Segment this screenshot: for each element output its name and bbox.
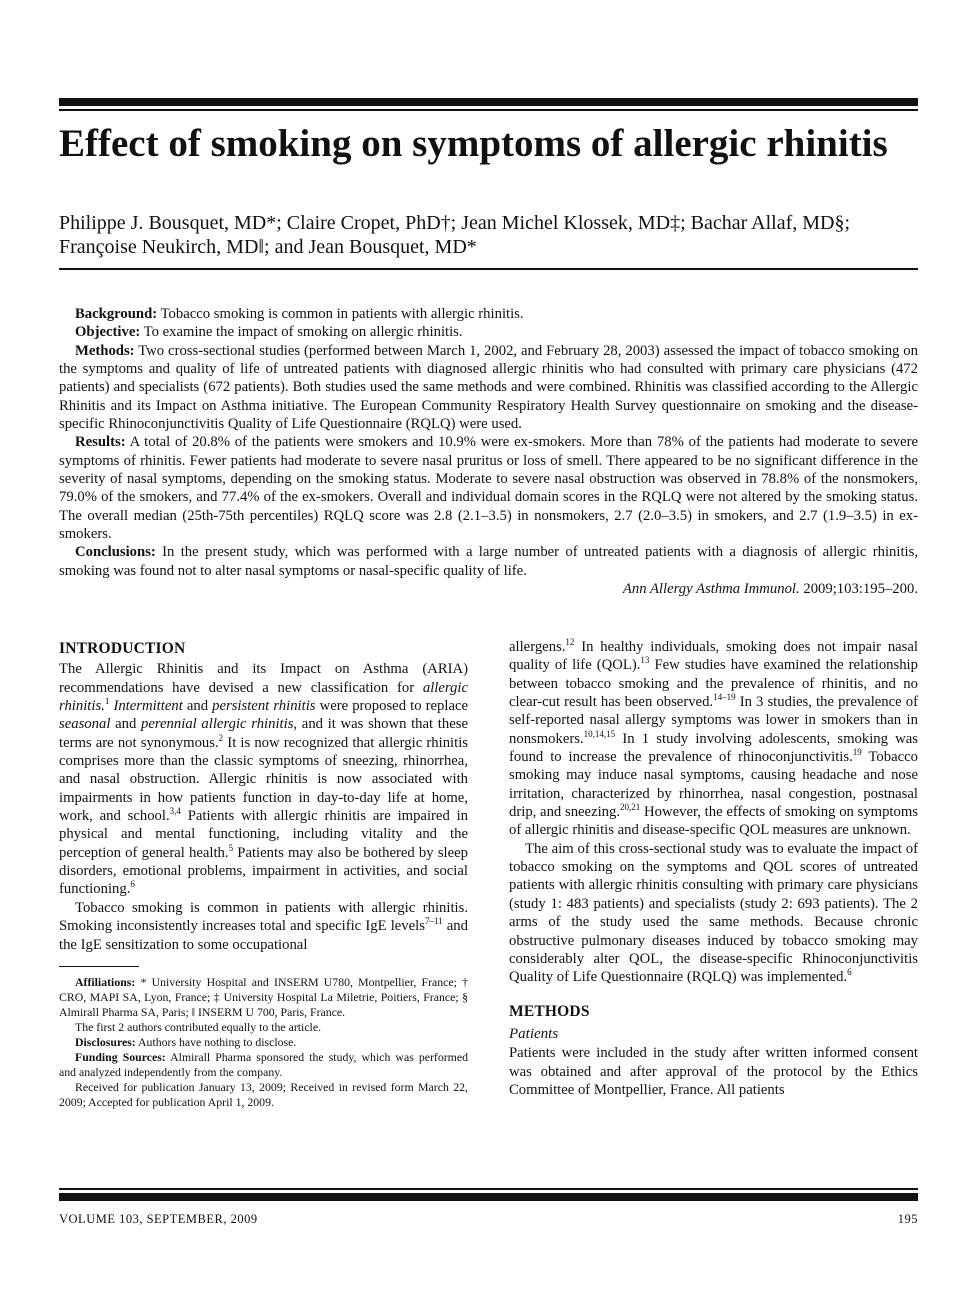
intro-paragraph-4: The aim of this cross-sectional study was to evaluate the impact of tobacco smoking on the symptoms and QOL scores of untreated patients with allergic rhinitis consulting with primary care physicians (study 1: 483 patients) and specialists (study 2: 693 patients). The 2 arms of the study used the same methods. Because chronic obstructive pulmonary diseases induced by tobacco smoking may considerably alter QOL, the disease-specific Rhinoconjunctivitis Quality of Life Questionnaire (RQLQ) was implemented.$^6$ [509, 840, 918, 986]
author-line-2: Françoise Neukirch, MD‖; and Jean Bousquet, MD* [59, 236, 477, 258]
page-footer [59, 1212, 918, 1227]
article-title: Effect of smoking on symptoms of allergic rhinitis [59, 122, 888, 165]
footnote-divider [59, 966, 139, 967]
patients-subheading: Patients [509, 1025, 559, 1042]
footnotes [59, 975, 468, 1110]
abstract-results: Results: A total of 20.8% of the patients were smokers and 10.9% were ex-smokers. More than 78% of the patients had moderate to severe symptoms of rhinitis. Fewer patients had moderate to severe nasal pruritus or loss of smell. There appeared to be no significant difference in the severity of nasal symptoms, depending on the smoking status. Moderate to severe nasal obstruction was observed in 78.8% of the nonsmokers, 79.0% of the smokers, and 77.4% of the ex-smokers. Overall and individual domain scores in the RQLQ were not altered by the smoking status. The overall median (25th-75th percentiles) RQLQ score was 2.8 (2.1–3.5) in nonsmokers, 2.7 (2.0–3.5) in smokers, and 2.7 (1.9–3.5) in ex-smokers. [59, 434, 918, 543]
abstract [59, 305, 918, 599]
abstract-objective: Objective: To examine the impact of smoking on allergic rhinitis. [75, 324, 463, 341]
footer-rule-thin [59, 1188, 918, 1190]
right-column [509, 638, 918, 1099]
author-line-1: Philippe J. Bousquet, MD*; Claire Cropet, PhD†; Jean Michel Klossek, MD‡; Bachar Allaf, MD§; [59, 212, 851, 234]
page-number: 195 [897, 1212, 918, 1226]
intro-paragraph-1: The Allergic Rhinitis and its Impact on Asthma (ARIA) recommendations have devised a new classification for allergic rhinitis.$^1$ Intermittent and persistent rhinitis were proposed to replace seasonal and perennial allergic rhinitis, and it was shown that these terms are not synonymous.$^2$ It is now recognized that allergic rhinitis comprises more than the classic symptoms of sneezing, rhinorrhea, and nasal obstruction. Allergic rhinitis is now associated with impairments in how patients function in day-to-day life at home, work, and school.$^{3,4}$ Patients with allergic rhinitis are impaired in physical and mental functioning, including vitality and the perception of general health.$^5$ Patients may also be bothered by sleep disorders, emotional problems, impairment in activities, and social functioning.$^6$ [59, 661, 469, 898]
intro-paragraph-3: allergens.$^{12}$ In healthy individuals, smoking does not impair nasal quality of life (QOL).$^{13}$ Few studies have examined the relationship between tobacco smoking and the prevalence of rhinitis, and no clear-cut result has been observed.$^{14-19}$ In 3 studies, the prevalence of self-reported nasal allergy symptoms was lower in smokers than in nonsmokers.$^{10,14,15}$ In 1 study involving adolescents, smoking was found to increase the prevalence of rhinoconjunctivitis.$^{19}$ Tobacco smoking may induce nasal symptoms, causing headache and nose irritation, characterized by rhinorrhea, nasal congestion, postnasal drip, and sneezing.$^{20,21}$ However, the effects of smoking on symptoms of allergic rhinitis and disease-specific QOL measures are unknown. [509, 637, 919, 839]
methods-heading: METHODS [509, 1002, 590, 1020]
author-list [59, 211, 918, 259]
abstract-background: Background: Tobacco smoking is common in patients with allergic rhinitis. [75, 306, 524, 322]
abstract-conclusions: Conclusions: In the present study, which was performed with a large number of untreated patients with a diagnosis of allergic rhinitis, smoking was found not to alter nasal symptoms or nasal-specific quality of life. [59, 544, 919, 579]
intro-paragraph-2: Tobacco smoking is common in patients with allergic rhinitis. Smoking inconsistently increases total and specific IgE levels$^{7-11}$ and the IgE sensitization to some occupational [59, 899, 468, 953]
citation: Ann Allergy Asthma Immunol. 2009;103:195–200. [622, 581, 918, 598]
page [59, 0, 918, 1305]
footnote-received: Received for publication January 13, 2009; Received in revised form March 22, 2009; Accepted for publication April 1, 2009. [59, 1079, 468, 1109]
patients-paragraph: Patients were included in the study after written informed consent was obtained and after approval of the protocol by the Ethics Committee of Montpellier, France. All patients [509, 1045, 918, 1098]
abstract-methods: Methods: Two cross-sectional studies (performed between March 1, 2002, and February 28, 2003) assessed the impact of tobacco smoking on the symptoms and quality of life of untreated patients with diagnosed allergic rhinitis who had consulted with primary care physicians (472 patients) and specialists (672 patients). Both studies used the same methods and were combined. Rhinitis was classified according to the Allergic Rhinitis and its Impact on Asthma initiative. The European Community Respiratory Health Survey questionnaire on smoking and the disease-specific Rhinoconjunctivitis Quality of Life Questionnaire (RQLQ) were used. [59, 342, 918, 433]
footnote-affiliations: Affiliations: * University Hospital and INSERM U780, Montpellier, France; † CRO, MAPI SA, Lyon, France; ‡ University Hospital La Miletrie, Poitiers, France; § Almirall Pharma SA, Paris; ‖ INSERM U 700, Paris, France. [59, 974, 468, 1019]
footnote-equal-contribution: The first 2 authors contributed equally to the article. [75, 1019, 322, 1034]
title-divider [59, 268, 918, 270]
volume-info: VOLUME 103, SEPTEMBER, 2009 [59, 1212, 258, 1226]
header-rule-thick [59, 98, 918, 106]
footnote-funding: Funding Sources: Almirall Pharma sponsored the study, which was performed and analyzed independently from the company. [59, 1049, 468, 1079]
introduction-heading: INTRODUCTION [59, 640, 186, 657]
left-column [59, 638, 468, 1110]
header-rule-thin [59, 109, 918, 111]
footer-rule-thick [59, 1193, 918, 1201]
footnote-disclosures: Disclosures: Authors have nothing to disclose. [75, 1034, 297, 1049]
